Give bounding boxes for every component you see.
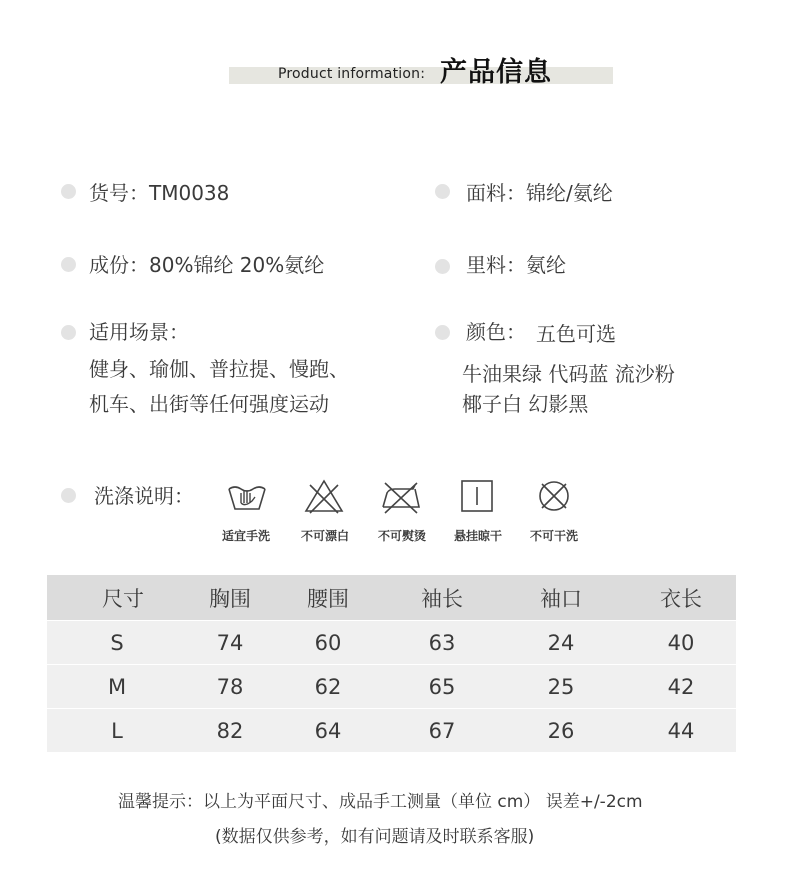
color-line-2: 椰子白 幻影黑 [462, 392, 589, 416]
table-cell: 24 [547, 630, 575, 655]
measurement-note: 温馨提示：以上为平面尺寸、成品手工测量（单位 cm） 误差+/-2cm [118, 792, 643, 812]
bullet-icon [61, 257, 76, 272]
care-label: 悬挂晾干 [453, 529, 502, 543]
table-header-cell: 尺寸 [102, 586, 144, 611]
bullet-icon [61, 184, 76, 199]
table-cell: 63 [428, 630, 456, 655]
table-cell: 44 [667, 718, 695, 743]
table-cell: 26 [547, 718, 575, 743]
table-cell: 78 [216, 674, 244, 699]
composition: 成份：80%锦纶 20%氨纶 [89, 253, 325, 277]
hand-wash-icon [217, 477, 277, 517]
usage-line-2: 机车、出街等任何强度运动 [89, 392, 329, 416]
table-header-cell: 腰围 [307, 586, 349, 611]
header-english: Product information: [278, 66, 426, 82]
table-header-cell: 袖长 [421, 586, 463, 611]
bullet-icon [61, 488, 76, 503]
care-label: 不可干洗 [529, 529, 578, 543]
table-cell: 25 [547, 674, 575, 699]
table-header-row [47, 575, 736, 620]
bullet-icon [435, 259, 450, 274]
table-row [47, 664, 736, 708]
color-summary: 五色可选 [536, 322, 616, 346]
hang-dry-icon [447, 477, 507, 517]
usage-title: 适用场景： [89, 320, 189, 344]
color-line-1: 牛油果绿 代码蓝 流沙粉 [462, 362, 675, 386]
table-header-cell: 衣长 [660, 586, 702, 611]
size-table [47, 575, 736, 752]
bullet-icon [435, 325, 450, 340]
table-cell: 82 [216, 718, 244, 743]
table-cell: 60 [314, 630, 342, 655]
table-row [47, 708, 736, 752]
table-header-cell: 胸围 [209, 586, 251, 611]
table-cell: 42 [667, 674, 695, 699]
usage-line-1: 健身、瑜伽、普拉提、慢跑、 [89, 357, 349, 381]
item-number: 货号：TM0038 [89, 181, 230, 205]
care-label: 适宜手洗 [221, 529, 270, 543]
care-label: 不可熨烫 [377, 529, 426, 543]
table-cell: 62 [314, 674, 342, 699]
table-cell: M [107, 674, 127, 699]
lining: 里料：氨纶 [466, 253, 566, 277]
table-cell: 64 [314, 718, 342, 743]
table-cell: 67 [428, 718, 456, 743]
table-row [47, 620, 736, 664]
no-dry-clean-icon [524, 477, 584, 517]
table-cell: 40 [667, 630, 695, 655]
table-header-cell: 袖口 [540, 586, 582, 611]
reference-note: (数据仅供参考，如有问题请及时联系客服) [215, 827, 535, 847]
wash-title: 洗涤说明： [94, 484, 194, 508]
care-label: 不可漂白 [300, 529, 349, 543]
no-bleach-icon [294, 477, 354, 517]
table-cell: L [111, 718, 123, 743]
color-title: 颜色： [466, 320, 526, 344]
fabric: 面料：锦纶/氨纶 [466, 181, 613, 205]
bullet-icon [435, 184, 450, 199]
bullet-icon [61, 325, 76, 340]
table-cell: 65 [428, 674, 456, 699]
table-cell: S [110, 630, 124, 655]
header-chinese: 产品信息 [440, 57, 552, 88]
table-cell: 74 [216, 630, 244, 655]
no-iron-icon [371, 477, 431, 517]
